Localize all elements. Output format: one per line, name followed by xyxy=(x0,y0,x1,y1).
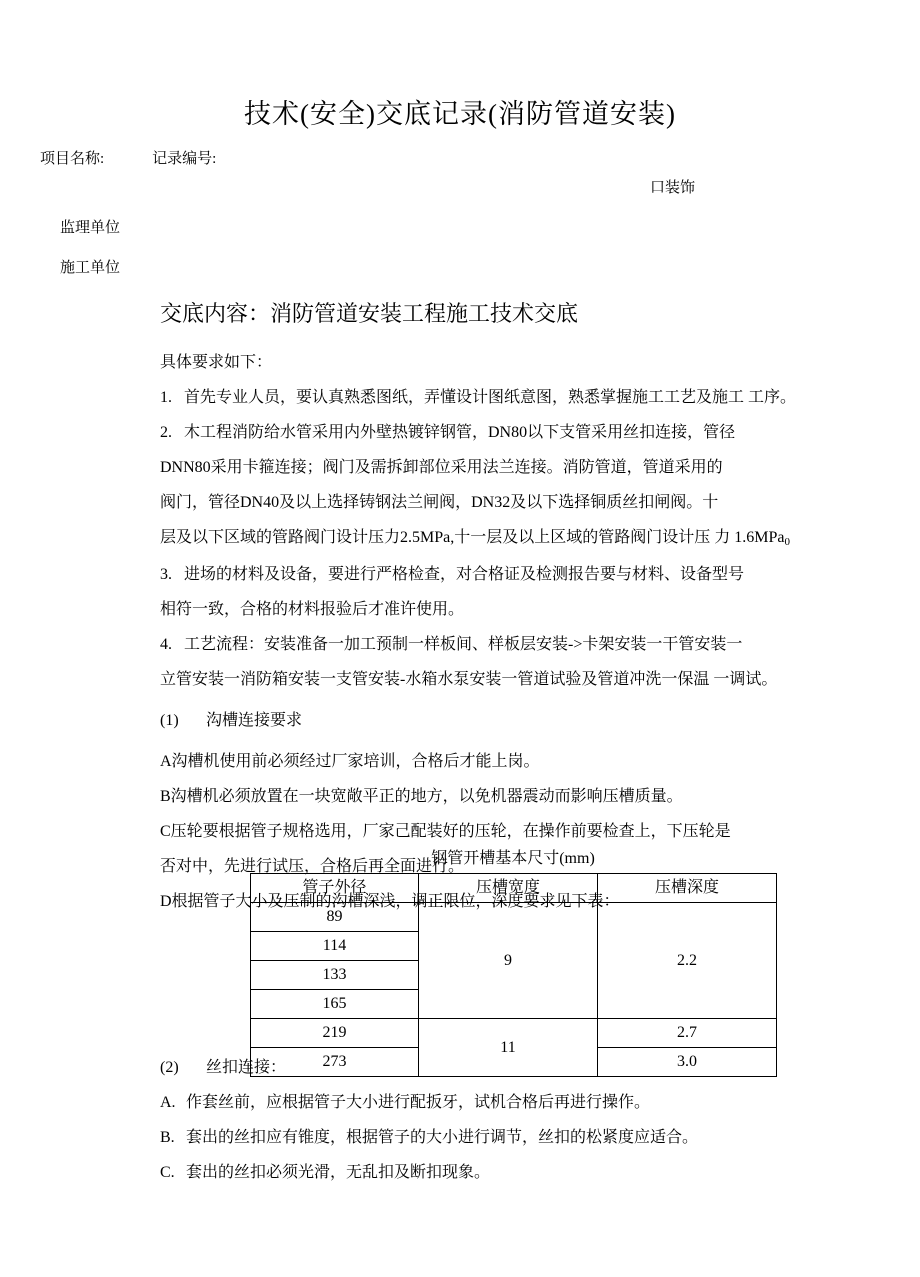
subsection-2-content xyxy=(160,1050,860,1190)
subsection-2-item-a-label: A. xyxy=(160,1094,176,1111)
subsection-1-item-a: A沟槽机使用前必须经过厂家培训，合格后才能上岗。 xyxy=(160,753,540,770)
subsection-1-item-c-line-1: C压轮要根据管子规格选用，厂家己配装好的压轮，在操作前要检查上，下压轮是 xyxy=(160,823,731,840)
header-meta-row xyxy=(40,147,216,168)
cell-outer-diameter: 165 xyxy=(251,990,419,1019)
steel-pipe-groove-table xyxy=(250,873,777,1077)
cell-groove-width: 11 xyxy=(419,1019,598,1077)
subsection-2-item-c-label: C. xyxy=(160,1164,175,1181)
subsection-2-item-b-label: B. xyxy=(160,1129,175,1146)
page-title: 技术(安全)交底记录(消防管道安装) xyxy=(244,99,676,129)
cell-outer-diameter: 219 xyxy=(251,1019,419,1048)
item-4-line-2: 立管安装一消防箱安装一支管安装-水箱水泵安装一管道试验及管道冲洗一保温 一调试。 xyxy=(160,671,778,688)
subsection-1-item-d: D根据管子大小及压制的沟槽深浅，调正限位，深度要求见下表： xyxy=(160,893,620,910)
section-heading: 交底内容：消防管道安装工程施工技术交底 xyxy=(160,301,579,326)
item-2-subscript: 0 xyxy=(784,536,790,548)
subsection-2-item-c-text: 套出的丝扣必须光滑，无乱扣及断扣现象。 xyxy=(186,1164,491,1181)
subsection-1-heading xyxy=(160,703,860,738)
item-1-text: 首先专业人员，要认真熟悉图纸，弄懂设计图纸意图，熟悉掌握施工工艺及施工 工序。 xyxy=(184,389,797,406)
item-2-line-3: 阀门，管径DN40及以上选择铸钢法兰闸阀，DN32及以下选择铜质丝扣闸阀。十 xyxy=(160,494,719,511)
subsection-2-item-a xyxy=(160,1085,860,1120)
cell-groove-depth: 2.2 xyxy=(598,903,777,1019)
column-header-groove-depth: 压槽深度 xyxy=(598,874,777,903)
item-2-line-1 xyxy=(160,415,860,450)
item-2-line-4 xyxy=(160,520,860,557)
construction-unit-label: 施工单位 xyxy=(60,260,121,276)
subsection-1-number: (1) xyxy=(160,712,179,729)
supervision-unit-label: 监理单位 xyxy=(60,220,121,236)
item-1-line-1 xyxy=(160,380,860,415)
subsection-2-title: 丝扣连接： xyxy=(206,1059,287,1076)
item-3-number: 3. xyxy=(160,566,172,583)
item-3-text-1: 进场的材料及设备，要进行严格检查，对合格证及检测报告要与材料、设备型号 xyxy=(184,566,745,583)
item-2-line-2: DNN80采用卡箍连接；阀门及需拆卸部位采用法兰连接。消防管道，管道采用的 xyxy=(160,459,723,476)
item-2-text-1: 木工程消防给水管采用内外壁热镀锌钢管，DN80以下支管采用丝扣连接，管径 xyxy=(184,424,736,441)
project-name-label: 项目名称: xyxy=(40,151,105,167)
item-2-number: 2. xyxy=(160,424,172,441)
cell-outer-diameter: 273 xyxy=(251,1048,419,1077)
decoration-checkbox-label: 口装饰 xyxy=(650,180,696,196)
cell-outer-diameter: 89 xyxy=(251,903,419,932)
spec-table-section xyxy=(250,845,776,1077)
subsection-2-item-a-text: 作套丝前，应根据管子大小进行配扳牙，试机合格后再进行操作。 xyxy=(186,1094,651,1111)
table-header-row xyxy=(251,874,777,903)
item-4-line-1 xyxy=(160,627,860,662)
subsection-2-number: (2) xyxy=(160,1059,179,1076)
item-1-number: 1. xyxy=(160,389,172,406)
item-4-text-1: 工艺流程：安装准备一加工预制一样板间、样板层安装->卡架安装一干管安装一 xyxy=(184,636,743,653)
record-number-label: 记录编号: xyxy=(152,151,217,167)
subsection-1-item-b: B沟槽机必须放置在一块宽敞平正的地方，以免机器震动而影响压槽质量。 xyxy=(160,788,683,805)
subsection-2-item-c xyxy=(160,1155,860,1190)
cell-outer-diameter: 114 xyxy=(251,932,419,961)
cell-groove-depth: 3.0 xyxy=(598,1048,777,1077)
table-caption: 钢管开槽基本尺寸(mm) xyxy=(431,850,595,867)
column-header-groove-width: 压槽宽度 xyxy=(419,874,598,903)
item-2-text-4: 层及以下区域的管路阀门设计压力2.5MPa,十一层及以上区域的管路阀门设计压 力 1.6MPa xyxy=(160,529,785,546)
subsection-1-item-c-line-2: 否对中，先进行试压，合格后再全面进行。 xyxy=(160,858,465,875)
subsection-2-item-b xyxy=(160,1120,860,1155)
subsection-2-heading xyxy=(160,1050,860,1085)
column-header-outer-diameter: 管子外径 xyxy=(251,874,419,903)
table-row xyxy=(251,903,777,932)
item-4-number: 4. xyxy=(160,636,172,653)
intro-text: 具体要求如下： xyxy=(160,354,273,371)
table-row xyxy=(251,1019,777,1048)
body-content xyxy=(160,345,860,919)
subsection-2-item-b-text: 套出的丝扣应有锥度，根据管子的大小进行调节，丝扣的松紧度应适合。 xyxy=(186,1129,699,1146)
subsection-1-title: 沟槽连接要求 xyxy=(206,712,303,729)
item-3-line-2: 相符一致，合格的材料报验后才准许使用。 xyxy=(160,601,465,618)
cell-groove-depth: 2.7 xyxy=(598,1019,777,1048)
cell-outer-diameter: 133 xyxy=(251,961,419,990)
cell-groove-width: 9 xyxy=(419,903,598,1019)
item-3-line-1 xyxy=(160,557,860,592)
